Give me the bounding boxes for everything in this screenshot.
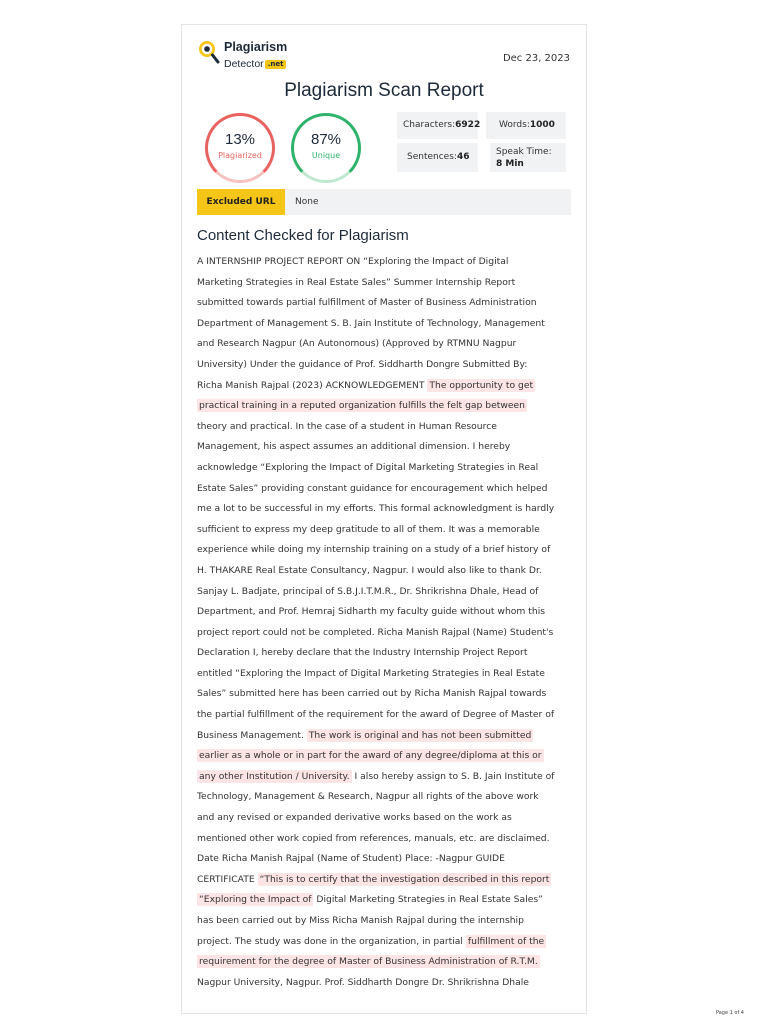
excluded-url-row — [197, 189, 571, 215]
content-line — [197, 932, 577, 953]
content-line — [197, 787, 577, 808]
plagiarized-highlight: any other Institution / University. — [199, 770, 350, 782]
plagiarized-highlight: fulfillment of the — [467, 935, 545, 947]
content-line — [197, 396, 577, 417]
stat-sentences — [397, 143, 478, 172]
magnifier-logo-icon — [197, 39, 221, 63]
plagiarized-highlight: “This is to certify that the investigation described in this report — [259, 873, 550, 885]
content-line — [197, 417, 577, 438]
content-line — [197, 973, 577, 994]
plagiarized-score-ring — [205, 113, 275, 183]
content-text: CERTIFICATE — [197, 873, 258, 885]
stat-speak-time-value: 8 Min — [496, 159, 524, 169]
content-line — [197, 890, 577, 911]
content-text: Technology, Management & Research, Nagpur all rights of the above work — [197, 791, 539, 803]
section-title: Content Checked for Plagiarism — [197, 227, 409, 244]
content-line — [197, 273, 577, 294]
content-line — [197, 808, 577, 829]
content-line — [197, 582, 577, 603]
content-line — [197, 623, 577, 644]
content-text: and Research Nagpur (An Autonomous) (Approved by RTMNU Nagpur — [197, 338, 517, 350]
content-text: entitled “Exploring the Impact of Digital Marketing Strategies in Real Estate — [197, 667, 545, 679]
content-text: acknowledge “Exploring the Impact of Digital Marketing Strategies in Real — [197, 461, 539, 473]
content-text: submitted towards partial fulfillment of Master of Business Administration — [197, 297, 537, 309]
checked-content — [197, 252, 577, 993]
stat-sentences-value: 46 — [456, 152, 470, 162]
content-text: H. THAKARE Real Estate Consultancy, Nagpur. I would also like to thank Dr. — [197, 564, 542, 576]
content-line — [197, 458, 577, 479]
content-line — [197, 314, 577, 335]
content-text: and any revised or expanded derivative works based on the work as — [197, 812, 512, 824]
stat-characters — [397, 112, 481, 139]
plagiarized-highlight: practical training in a reputed organization fulfills the felt gap between — [199, 400, 526, 412]
content-line — [197, 829, 577, 850]
content-line — [197, 705, 577, 726]
content-line — [197, 664, 577, 685]
content-text: Digital Marketing Strategies in Real Estate Sales” — [313, 894, 543, 906]
plagiarized-percent: 13% — [224, 131, 256, 148]
content-line — [197, 561, 577, 582]
content-line — [197, 376, 577, 397]
content-line — [197, 726, 577, 747]
content-text: Management, his aspect assumes an additional dimension. I hereby — [197, 441, 511, 453]
plagiarized-highlight: The opportunity to get — [429, 379, 534, 391]
content-text: Business Management. — [197, 729, 307, 741]
content-text: I also hereby assign to S. B. Jain Institute of — [351, 770, 555, 782]
content-line — [197, 437, 577, 458]
content-text: Sales” submitted here has been carried out by Richa Manish Rajpal towards — [197, 688, 547, 700]
brand-name-line2: Detector — [224, 57, 264, 70]
content-text: Department of Management S. B. Jain Institute of Technology, Management — [197, 317, 545, 329]
brand-logo[interactable] — [197, 39, 287, 70]
content-line — [197, 355, 577, 376]
content-text: Nagpur University, Nagpur. Prof. Siddharth Dongre Dr. Shrikrishna Dhale — [197, 976, 529, 988]
content-line — [197, 252, 577, 273]
content-text: Department, and Prof. Hemraj Sidharth my faculty guide without whom this — [197, 606, 546, 618]
unique-percent: 87% — [310, 131, 342, 148]
content-text: me a lot to be successful in my efforts. This formal acknowledgment is hardly — [197, 503, 555, 515]
stat-sentences-label: Sentences: — [407, 152, 457, 162]
brand-name-line1: Plagiarism — [224, 40, 288, 54]
plagiarized-highlight: The work is original and has not been submitted — [308, 729, 532, 741]
unique-label: Unique — [311, 151, 341, 160]
content-text: mentioned other work copied from references, manuals, etc. are disclaimed. — [197, 832, 550, 844]
content-line — [197, 540, 577, 561]
plagiarized-highlight: requirement for the degree of Master of Business Administration of R.T.M. — [199, 956, 538, 968]
stat-characters-label: Characters: — [403, 120, 456, 130]
content-line — [197, 870, 577, 891]
unique-score-ring — [291, 113, 361, 183]
brand-wordmark — [224, 39, 287, 70]
stat-speak-time-label: Speak Time: — [496, 147, 552, 157]
content-text: Date Richa Manish Rajpal (Name of Student) Place: -Nagpur GUIDE — [197, 853, 505, 865]
content-line — [197, 684, 577, 705]
content-line — [197, 602, 577, 623]
content-line — [197, 520, 577, 541]
content-line — [197, 479, 577, 500]
brand-badge: .net — [265, 60, 287, 69]
content-text: A INTERNSHIP PROJECT REPORT ON “Exploring the Impact of Digital — [197, 256, 509, 267]
content-line — [197, 911, 577, 932]
stat-speak-time — [490, 143, 566, 172]
content-line — [197, 334, 577, 355]
plagiarized-highlight: earlier as a whole or in part for the award of any degree/diploma at this or — [199, 750, 542, 762]
stat-words-label: Words: — [499, 120, 530, 130]
page-title: Plagiarism Scan Report — [284, 80, 484, 101]
content-text: project report could not be completed. Richa Manish Rajpal (Name) Student's — [197, 626, 554, 638]
report-date: Dec 23, 2023 — [502, 53, 570, 64]
content-line — [197, 499, 577, 520]
content-text: University) Under the guidance of Prof. Siddharth Dongre Submitted By: — [197, 358, 528, 370]
content-text: project. The study was done in the organization, in partial — [197, 935, 466, 947]
content-text: Marketing Strategies in Real Estate Sales” Summer Internship Report — [197, 276, 516, 288]
content-line — [197, 767, 577, 788]
content-text: experience while doing my internship training on a study of a brief history of — [197, 544, 551, 556]
content-text: the partial fulfillment of the requirement for the award of Degree of Master of — [197, 709, 555, 721]
page-number: Page 1 of 4 — [715, 1010, 744, 1016]
content-line — [197, 746, 577, 767]
content-line — [197, 293, 577, 314]
content-text: Declaration I, hereby declare that the Industry Internship Project Report — [197, 647, 528, 659]
content-text: Estate Sales” providing constant guidance for encouragement which helped — [197, 482, 548, 494]
plagiarized-highlight: “Exploring the Impact of — [199, 894, 312, 906]
content-text: Sanjay L. Badjate, principal of S.B.J.I.T.M.R., Dr. Shrikrishna Dhale, Head of — [197, 585, 539, 597]
content-text: Richa Manish Rajpal (2023) ACKNOWLEDGEMENT — [197, 379, 428, 391]
content-line — [197, 643, 577, 664]
content-line — [197, 849, 577, 870]
stat-words — [486, 112, 566, 139]
content-line — [197, 952, 577, 973]
excluded-url-label: Excluded URL — [197, 189, 285, 215]
content-text: sufficient to express my deep gratitude to all of them. It was a memorable — [197, 523, 540, 535]
stat-characters-value: 6922 — [455, 120, 481, 130]
excluded-url-value: None — [295, 197, 319, 207]
stat-words-value: 1000 — [529, 120, 555, 130]
content-text: theory and practical. In the case of a student in Human Resource — [197, 420, 497, 432]
plagiarized-label: Plagiarized — [218, 151, 262, 160]
content-text: has been carried out by Miss Richa Manish Rajpal during the internship — [197, 915, 524, 926]
